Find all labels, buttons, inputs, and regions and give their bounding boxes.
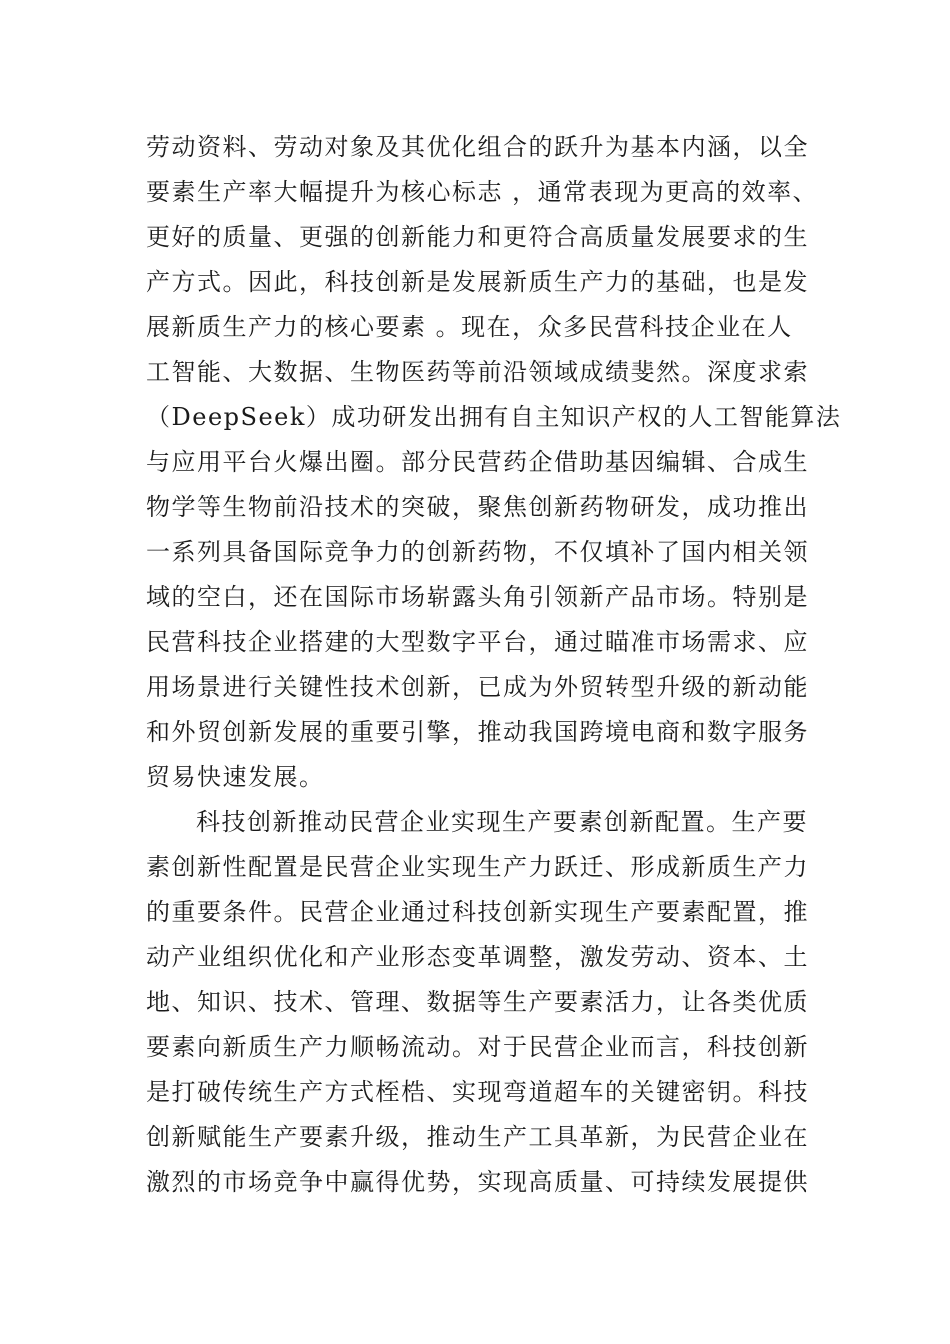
text-line: 动产业组织优化和产业形态变革调整，激发劳动、资本、土: [146, 943, 809, 971]
paragraph-first-line: 科技创新推动民营企业实现生产要素创新配置。生产要: [196, 808, 808, 836]
text-line: 展新质生产力的核心要素 。现在，众多民营科技企业在人: [146, 313, 793, 341]
text-line: 和外贸创新发展的重要引擎，推动我国跨境电商和数字服务: [146, 718, 809, 746]
text-line: 域的空白，还在国际市场崭露头角引领新产品市场。特别是: [146, 583, 809, 611]
text-line: 与应用平台火爆出圈。部分民营药企借助基因编辑、合成生: [146, 448, 809, 476]
text-line: 地、知识、技术、管理、数据等生产要素活力，让各类优质: [146, 988, 809, 1016]
text-line: 的重要条件。民营企业通过科技创新实现生产要素配置，推: [146, 898, 809, 926]
text-line: 创新赋能生产要素升级，推动生产工具革新，为民营企业在: [146, 1123, 809, 1151]
text-line: 劳动资料、劳动对象及其优化组合的跃升为基本内涵，以全: [146, 133, 809, 161]
body-text: [146, 125, 842, 1205]
text-line: 民营科技企业搭建的大型数字平台，通过瞄准市场需求、应: [146, 628, 809, 656]
text-line: 工智能、大数据、生物医药等前沿领域成绩斐然。深度求索: [146, 358, 809, 386]
text-line: 是打破传统生产方式桎梏、实现弯道超车的关键密钥。科技: [146, 1078, 809, 1106]
text-line: 要素生产率大幅提升为核心标志 ，通常表现为更高的效率、: [146, 178, 819, 206]
text-line: 用场景进行关键性技术创新，已成为外贸转型升级的新动能: [146, 673, 809, 701]
text-line: 一系列具备国际竞争力的创新药物，不仅填补了国内相关领: [146, 538, 809, 566]
text-line: 贸易快速发展。: [146, 763, 325, 791]
text-line: 激烈的市场竞争中赢得优势，实现高质量、可持续发展提供: [146, 1168, 809, 1196]
text-line: （DeepSeek）成功研发出拥有自主知识产权的人工智能算法: [146, 403, 842, 431]
text-line: 要素向新质生产力顺畅流动。对于民营企业而言，科技创新: [146, 1033, 809, 1061]
text-line: 更好的质量、更强的创新能力和更符合高质量发展要求的生: [146, 223, 809, 251]
text-line: 素创新性配置是民营企业实现生产力跃迁、形成新质生产力: [146, 853, 809, 881]
text-line: 物学等生物前沿技术的突破，聚焦创新药物研发，成功推出: [146, 493, 809, 521]
text-line: 产方式。因此，科技创新是发展新质生产力的基础，也是发: [146, 268, 809, 296]
